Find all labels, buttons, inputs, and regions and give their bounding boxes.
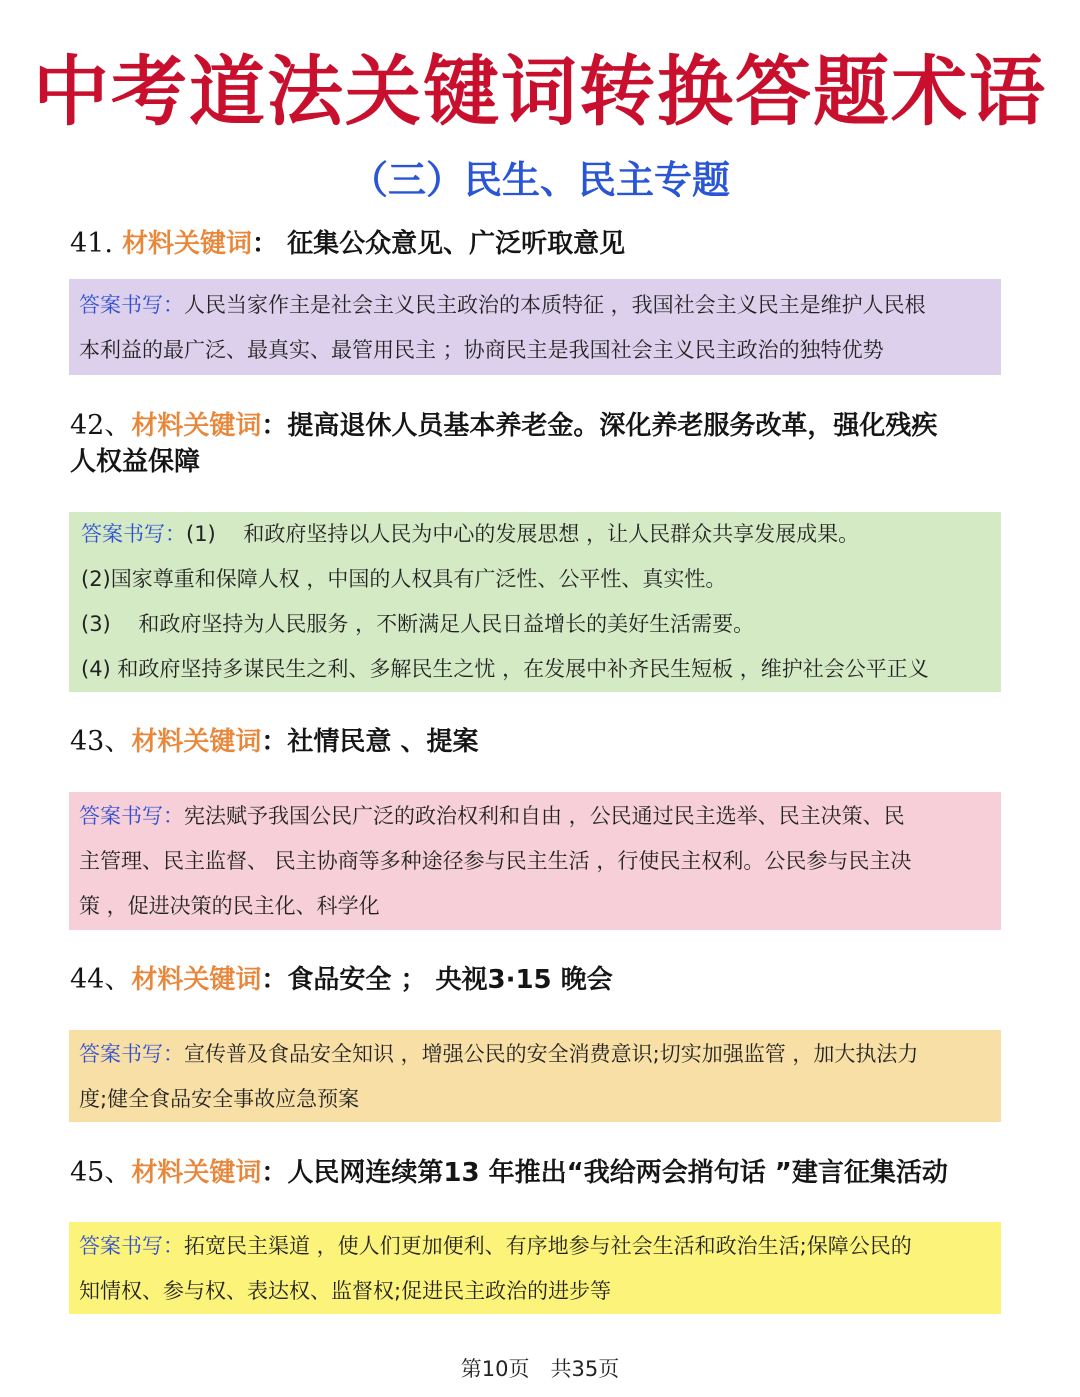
answer-label: 答案书写: [79, 1234, 163, 1258]
answer-label: 答案书写: [81, 522, 165, 546]
answer-box-41: [69, 279, 1001, 375]
question-41: 41. 材料关键词： 征集公众意见、广泛听取意见: [70, 228, 626, 259]
keyword-text: 提高退休人员基本养老金。深化养老服务改革，强化残疾: [287, 411, 938, 441]
answer-line: 本利益的最广泛、最真实、最管用民主 ；协商民主是我国社会主义民主政治的独特优势: [79, 338, 884, 362]
answer-line: 主管理、民主监督、 民主协商等多种途径参与民主生活 ，行使民主权利。公民参与民主决: [79, 849, 912, 873]
answer-box-43: [69, 792, 1001, 930]
keyword-label: 材料关键词: [131, 965, 262, 995]
keyword-text: 社情民意 、提案: [287, 727, 479, 757]
keyword-label: 材料关键词: [122, 229, 253, 259]
answer-line: 答案书写：人民当家作主是社会主义民主政治的本质特征 ，我国社会主义民主是维护人民根: [79, 293, 926, 317]
keyword-label: 材料关键词: [131, 411, 262, 441]
answer-line: 答案书写：(1) 和政府坚持以人民为中心的发展思想 ，让人民群众共享发展成果。: [81, 522, 860, 546]
keyword-text: 征集公众意见、广泛听取意见: [287, 229, 626, 259]
question-number: 41.: [70, 228, 113, 259]
keyword-text: 人民网连续第13 年推出“我给两会捎句话 ”建言征集活动: [287, 1158, 948, 1188]
question-number: 44、: [70, 964, 132, 995]
keyword-text: 食品安全 ； 央视3·15 晚会: [287, 965, 613, 995]
answer-line: (2)国家尊重和保障人权 ，中国的人权具有广泛性、公平性、真实性。: [81, 567, 727, 591]
answer-label: 答案书写: [79, 804, 163, 828]
answer-box-42: [69, 512, 1001, 692]
keyword-label: 材料关键词: [131, 727, 262, 757]
answer-box-45: [69, 1222, 1001, 1314]
answer-label: 答案书写: [79, 293, 163, 317]
keyword-text-continued: 人权益保障: [70, 447, 201, 477]
question-44: 44、材料关键词：食品安全 ； 央视3·15 晚会: [70, 964, 613, 995]
question-45: 45、材料关键词：人民网连续第13 年推出“我给两会捎句话 ”建言征集活动: [70, 1157, 948, 1188]
answer-line: 知情权、参与权、表达权、监督权;促进民主政治的进步等: [79, 1279, 612, 1303]
page-number: 第10页 共35页: [460, 1357, 620, 1381]
answer-line: 答案书写：拓宽民主渠道 ，使人们更加便利、有序地参与社会生活和政治生活;保障公民的: [79, 1234, 912, 1258]
question-number: 45、: [70, 1157, 132, 1188]
keyword-label: 材料关键词: [131, 1158, 262, 1188]
answer-line: 策 ，促进决策的民主化、科学化: [79, 894, 380, 918]
question-43: 43、材料关键词：社情民意 、提案: [70, 726, 479, 757]
answer-line: 度;健全食品安全事故应急预案: [79, 1087, 360, 1111]
page-title: 中考道法关键词转换答题术语: [33, 47, 1047, 136]
answer-line: (4) 和政府坚持多谋民生之利、多解民生之忧 ，在发展中补齐民生短板 ，维护社会公平正义: [81, 657, 929, 681]
page-subtitle: （三）民生、民主专题: [349, 158, 730, 202]
answer-line: 答案书写：宪法赋予我国公民广泛的政治权利和自由 ，公民通过民主选举、民主决策、民: [79, 804, 905, 828]
question-number: 43、: [70, 726, 132, 757]
answer-line: (3) 和政府坚持为人民服务 ，不断满足人民日益增长的美好生活需要。: [81, 612, 755, 636]
answer-box-44: [69, 1030, 1001, 1122]
answer-label: 答案书写: [79, 1042, 163, 1066]
answer-line: 答案书写：宣传普及食品安全知识 ，增强公民的安全消费意识;切实加强监管 ，加大执法力: [79, 1042, 919, 1066]
question-42: 42、材料关键词：提高退休人员基本养老金。深化养老服务改革，强化残疾 人权益保障: [70, 408, 1020, 480]
question-number: 42、: [70, 410, 132, 441]
